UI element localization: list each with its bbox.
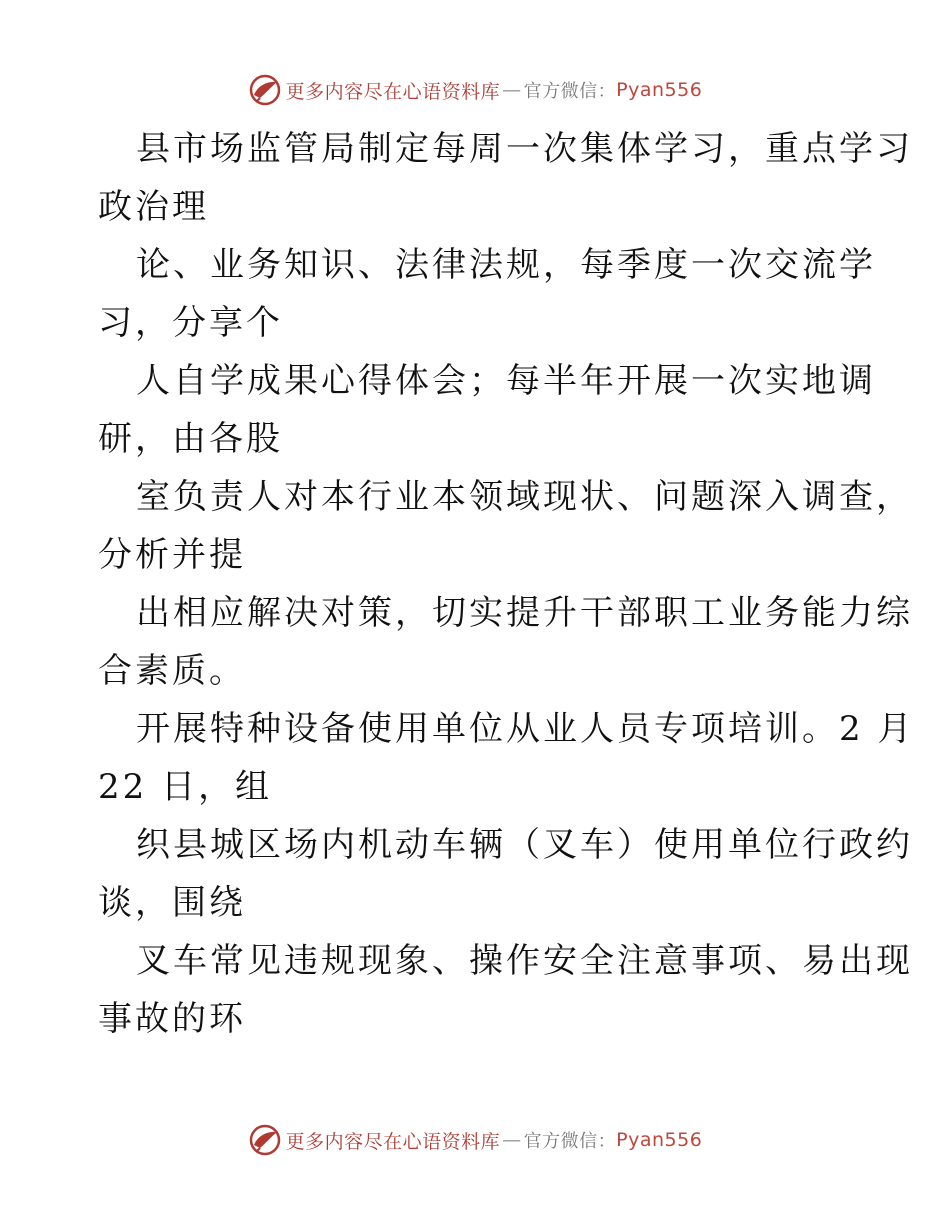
body-line: 谈，围绕 — [98, 883, 246, 923]
body-line: 论、业务知识、法律法规，每季度一次交流学 — [136, 245, 876, 285]
document-body — [98, 120, 915, 1048]
body-line: 室负责人对本行业本领域现状、问题深入调查， — [136, 477, 913, 517]
body-line: 习，分享个 — [98, 303, 283, 343]
body-line: 研，由各股 — [98, 419, 283, 459]
body-line: 出相应解决对策，切实提升干部职工业务能力综 — [136, 593, 913, 633]
watermark-handle: Pyan556 — [616, 1129, 703, 1151]
body-line: 织县城区场内机动车辆（叉车）使用单位行政约 — [136, 825, 913, 865]
body-line: 开展特种设备使用单位从业人员专项培训。2 月 — [136, 709, 915, 749]
watermark-dash: — — [502, 1129, 522, 1151]
watermark-label: 官方微信： — [523, 81, 617, 102]
pen-nib-logo-icon — [248, 1123, 282, 1157]
watermark-label: 官方微信： — [523, 1131, 617, 1152]
body-line: 政治理 — [98, 187, 209, 227]
body-line: 合素质。 — [98, 651, 246, 691]
footer-watermark — [0, 1120, 950, 1160]
body-line: 分析并提 — [98, 535, 246, 575]
body-line: 县市场监管局制定每周一次集体学习，重点学习 — [136, 129, 913, 169]
watermark-brand: 更多内容尽在心语资料库 — [285, 80, 501, 103]
body-line: 叉车常见违规现象、操作安全注意事项、易出现 — [136, 941, 913, 981]
watermark-handle: Pyan556 — [616, 79, 703, 101]
body-line: 人自学成果心得体会；每半年开展一次实地调 — [136, 361, 876, 401]
header-watermark — [0, 70, 950, 110]
pen-nib-logo-icon — [248, 73, 282, 107]
body-line: 22 日，组 — [98, 767, 273, 807]
watermark-brand: 更多内容尽在心语资料库 — [285, 1130, 501, 1153]
body-line: 事故的环 — [98, 999, 246, 1039]
watermark-dash: — — [502, 79, 522, 101]
